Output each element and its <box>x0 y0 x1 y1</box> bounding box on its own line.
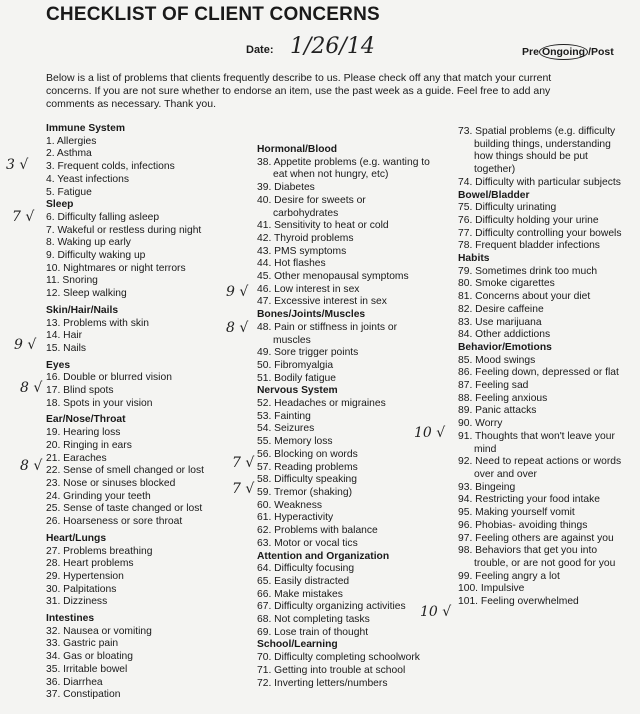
checklist-item: how things should be put <box>474 151 588 163</box>
spatial-list <box>458 126 622 190</box>
checklist-item: 1. Allergies <box>46 135 97 147</box>
checklist-item: carbohydrates <box>273 207 339 219</box>
checklist-item: 88. Feeling anxious <box>458 392 548 404</box>
checklist-item: 63. Motor or vocal tics <box>257 537 358 549</box>
checklist-item: 49. Sore trigger points <box>257 347 359 359</box>
section-heading-bowel: Bowel/Bladder <box>458 189 530 201</box>
checklist-item: 21. Earaches <box>46 452 107 464</box>
section-heading-sleep: Sleep <box>46 199 74 211</box>
checklist-item: 84. Other addictions <box>458 329 551 341</box>
page-title: CHECKLIST OF CLIENT CONCERNS <box>46 4 380 25</box>
section-heading-bones: Bones/Joints/Muscles <box>257 309 366 321</box>
checklist-item: 26. Hoarseness or sore throat <box>46 516 183 528</box>
checklist-item: 5. Fatigue <box>46 186 92 198</box>
pre-label: Pre <box>522 46 539 58</box>
checklist-item: building things, understanding <box>474 138 611 150</box>
handwritten-mark-blocking: 7 √ <box>232 455 255 471</box>
checklist-item: 32. Nausea or vomiting <box>46 625 152 637</box>
section-heading-eyes: Eyes <box>46 359 71 371</box>
checklist-item: 76. Difficulty holding your urine <box>458 214 599 226</box>
section-heading-intestines: Intestines <box>46 613 95 625</box>
handwritten-mark-sleep: 7 √ <box>12 209 35 225</box>
date-label: Date: <box>246 44 274 56</box>
handwritten-mark-hair: 9 √ <box>14 337 37 353</box>
habits-list <box>458 266 622 342</box>
checklist-item: 38. Appetite problems (e.g. wanting to <box>257 156 430 168</box>
checklist-item: 101. Feeling overwhelmed <box>458 596 579 608</box>
checklist-item: 25. Sense of taste changed or lost <box>46 503 203 515</box>
checklist-item: 6. Difficulty falling asleep <box>46 211 160 223</box>
section-heading-ent: Ear/Nose/Throat <box>46 414 126 426</box>
checklist-item: 99. Feeling angry a lot <box>458 570 560 582</box>
checklist-item: 47. Excessive interest in sex <box>257 296 387 308</box>
handwritten-mark-low-interest: 9 √ <box>226 284 249 300</box>
section-heading-school: School/Learning <box>257 639 338 651</box>
checklist-item: 31. Dizziness <box>46 596 108 608</box>
checklist-item: 97. Feeling others are against you <box>458 532 614 544</box>
section-heading-behavior: Behavior/Emotions <box>458 341 552 353</box>
checklist-item: 15. Nails <box>46 342 87 354</box>
checklist-item: 93. Bingeing <box>458 481 516 493</box>
checklist-item: 27. Problems breathing <box>46 545 153 557</box>
checklist-item: 53. Fainting <box>257 410 311 422</box>
column-2 <box>257 144 430 690</box>
checklist-item: 17. Blind spots <box>46 385 114 397</box>
checklist-item: 60. Weakness <box>257 499 323 511</box>
checklist-item: 81. Concerns about your diet <box>458 291 591 303</box>
checklist-item: 36. Diarrhea <box>46 676 103 688</box>
date-value-handwritten: 1/26/14 <box>290 34 375 59</box>
section-heading-hormonal: Hormonal/Blood <box>257 144 338 155</box>
checklist-item: muscles <box>273 334 311 346</box>
checklist-item: 10. Nightmares or night terrors <box>46 262 186 274</box>
checklist-item: 69. Lose train of thought <box>257 626 369 638</box>
checklist-item: 70. Difficulty completing schoolwork <box>257 652 420 664</box>
checklist-item: 4. Yeast infections <box>46 173 130 185</box>
section-heading-habits: Habits <box>458 253 490 265</box>
checklist-item: 55. Memory loss <box>257 436 333 448</box>
checklist-item: mind <box>474 443 497 455</box>
checklist-item: 66. Make mistakes <box>257 588 343 600</box>
checklist-item: 89. Panic attacks <box>458 405 537 417</box>
checklist-item: 90. Worry <box>458 418 503 430</box>
post-label: /Post <box>588 46 614 58</box>
checklist-item: 37. Constipation <box>46 689 121 701</box>
handwritten-mark-bones: 8 √ <box>226 320 249 336</box>
checklist-item: 8. Waking up early <box>46 237 131 249</box>
checklist-item: 51. Bodily fatigue <box>257 372 336 384</box>
checklist-item: 54. Seizures <box>257 423 315 435</box>
checklist-item: 77. Difficulty controlling your bowels <box>458 227 622 239</box>
handwritten-mark-worry: 10 √ <box>414 425 446 441</box>
attention-list <box>257 563 430 639</box>
checklist-item: over and over <box>474 468 537 480</box>
checklist-item: 98. Behaviors that get you into <box>458 545 598 557</box>
checklist-item: 82. Desire caffeine <box>458 303 544 315</box>
checklist-item: 52. Headaches or migraines <box>257 398 386 410</box>
handwritten-mark-speaking: 7 √ <box>232 481 255 497</box>
eyes-list <box>46 372 204 410</box>
intestines-list <box>46 626 204 702</box>
hormonal-list <box>257 157 430 309</box>
checklist-item: 96. Phobias- avoiding things <box>458 519 588 531</box>
column-1 <box>46 123 204 702</box>
handwritten-mark-earaches: 8 √ <box>20 458 43 474</box>
checklist-item: 19. Hearing loss <box>46 427 121 439</box>
section-heading-skin: Skin/Hair/Nails <box>46 304 119 316</box>
checklist-item: trouble, or are not good for you <box>474 557 616 569</box>
checklist-item: 83. Use marijuana <box>458 316 542 328</box>
section-heading-immune: Immune System <box>46 123 125 134</box>
checklist-item: 50. Fibromyalgia <box>257 359 334 371</box>
checklist-item: 56. Blocking on words <box>257 448 358 460</box>
checklist-item: 67. Difficulty organizing activities <box>257 601 406 613</box>
checklist-item: 78. Frequent bladder infections <box>458 240 600 252</box>
checklist-item: together) <box>474 164 516 176</box>
checklist-item: 61. Hyperactivity <box>257 512 334 524</box>
checklist-item: 72. Inverting letters/numbers <box>257 677 388 689</box>
checklist-item: 62. Problems with balance <box>257 525 378 537</box>
checklist-item: 18. Spots in your vision <box>46 397 153 409</box>
checklist-item: 33. Gastric pain <box>46 638 119 650</box>
ent-list <box>46 427 204 529</box>
checklist-item: 95. Making yourself vomit <box>458 507 575 519</box>
checklist-item: 29. Hypertension <box>46 570 124 582</box>
pre-ongoing-post <box>522 46 614 58</box>
checklist-item: 100. Impulsive <box>458 583 525 595</box>
checklist-item: 2. Asthma <box>46 148 92 160</box>
checklist-item: 11. Snoring <box>46 275 98 287</box>
ongoing-label-circled: Ongoing <box>539 44 588 60</box>
checklist-item: 44. Hot flashes <box>257 258 326 270</box>
bones-list <box>257 322 430 386</box>
handwritten-mark-overwhelmed: 10 √ <box>420 604 452 620</box>
checklist-item: 3. Frequent colds, infections <box>46 161 175 173</box>
checklist-item: 22. Sense of smell changed or lost <box>46 465 204 477</box>
checklist-item: 68. Not completing tasks <box>257 614 370 626</box>
checklist-item: 13. Problems with skin <box>46 317 150 329</box>
checklist-item: 92. Need to repeat actions or words <box>458 456 622 468</box>
handwritten-mark-asthma: 3 √ <box>6 157 29 173</box>
column-3 <box>458 126 622 609</box>
checklist-item: 14. Hair <box>46 330 83 342</box>
checklist-item: 41. Sensitivity to heat or cold <box>257 220 389 232</box>
checklist-item: 20. Ringing in ears <box>46 439 132 451</box>
checklist-item: 43. PMS symptoms <box>257 245 347 257</box>
checklist-item: 75. Difficulty urinating <box>458 202 557 214</box>
checklist-item: 59. Tremor (shaking) <box>257 486 352 498</box>
immune-list <box>46 136 204 200</box>
section-heading-heart: Heart/Lungs <box>46 532 107 544</box>
skin-list <box>46 318 204 356</box>
checklist-item: 94. Restricting your food intake <box>458 494 600 506</box>
checklist-item: 16. Double or blurred vision <box>46 372 172 384</box>
checklist-item: 80. Smoke cigarettes <box>458 278 555 290</box>
checklist-item: 58. Difficulty speaking <box>257 474 357 486</box>
checklist-item: 86. Feeling down, depressed or flat <box>458 367 619 379</box>
checklist-item: 65. Easily distracted <box>257 575 350 587</box>
checklist-item: 45. Other menopausal symptoms <box>257 271 409 283</box>
heart-list <box>46 546 204 610</box>
checklist-item: 73. Spatial problems (e.g. difficulty <box>458 126 616 137</box>
checklist-item: 39. Diabetes <box>257 182 315 194</box>
checklist-item: 40. Desire for sweets or <box>257 194 366 206</box>
checklist-item: 34. Gas or bloating <box>46 651 134 663</box>
section-heading-nervous: Nervous System <box>257 385 338 397</box>
checklist-item: 35. Irritable bowel <box>46 663 128 675</box>
checklist-item: 30. Palpitations <box>46 583 117 595</box>
checklist-item: 85. Mood swings <box>458 354 536 366</box>
checklist-item: 9. Difficulty waking up <box>46 250 146 262</box>
checklist-item: 23. Nose or sinuses blocked <box>46 477 176 489</box>
checklist-item: 24. Grinding your teeth <box>46 490 151 502</box>
checklist-item: 46. Low interest in sex <box>257 283 360 295</box>
section-heading-attention: Attention and Organization <box>257 550 390 562</box>
checklist-item: 12. Sleep walking <box>46 288 127 300</box>
handwritten-mark-eyes: 8 √ <box>20 380 43 396</box>
checklist-item: 28. Heart problems <box>46 558 134 570</box>
checklist-item: 91. Thoughts that won't leave your <box>458 430 615 442</box>
checklist-item: 57. Reading problems <box>257 461 358 473</box>
checklist-item: 87. Feeling sad <box>458 380 529 392</box>
checklist-item: 71. Getting into trouble at school <box>257 664 406 676</box>
checklist-item: eat when not hungry, etc) <box>273 169 389 181</box>
checklist-item: 42. Thyroid problems <box>257 232 354 244</box>
checklist-item: 64. Difficulty focusing <box>257 563 355 575</box>
school-list <box>257 652 430 690</box>
intro-text: Below is a list of problems that clients frequently describe to us. Please check off any that match your current concerns. If you are not sure whether to endorse an item, use the past week as a guide. Feel free to add any comments as necessary. Thank you. <box>46 72 552 110</box>
sleep-list <box>46 212 204 301</box>
checklist-item: 48. Pain or stiffness in joints or <box>257 321 398 333</box>
nervous-list <box>257 398 430 550</box>
behavior-list <box>458 355 622 609</box>
checklist-item: 79. Sometimes drink too much <box>458 265 598 277</box>
checklist-item: 74. Difficulty with particular subjects <box>458 176 621 188</box>
checklist-item: 7. Wakeful or restless during night <box>46 224 202 236</box>
bowel-list <box>458 202 622 253</box>
